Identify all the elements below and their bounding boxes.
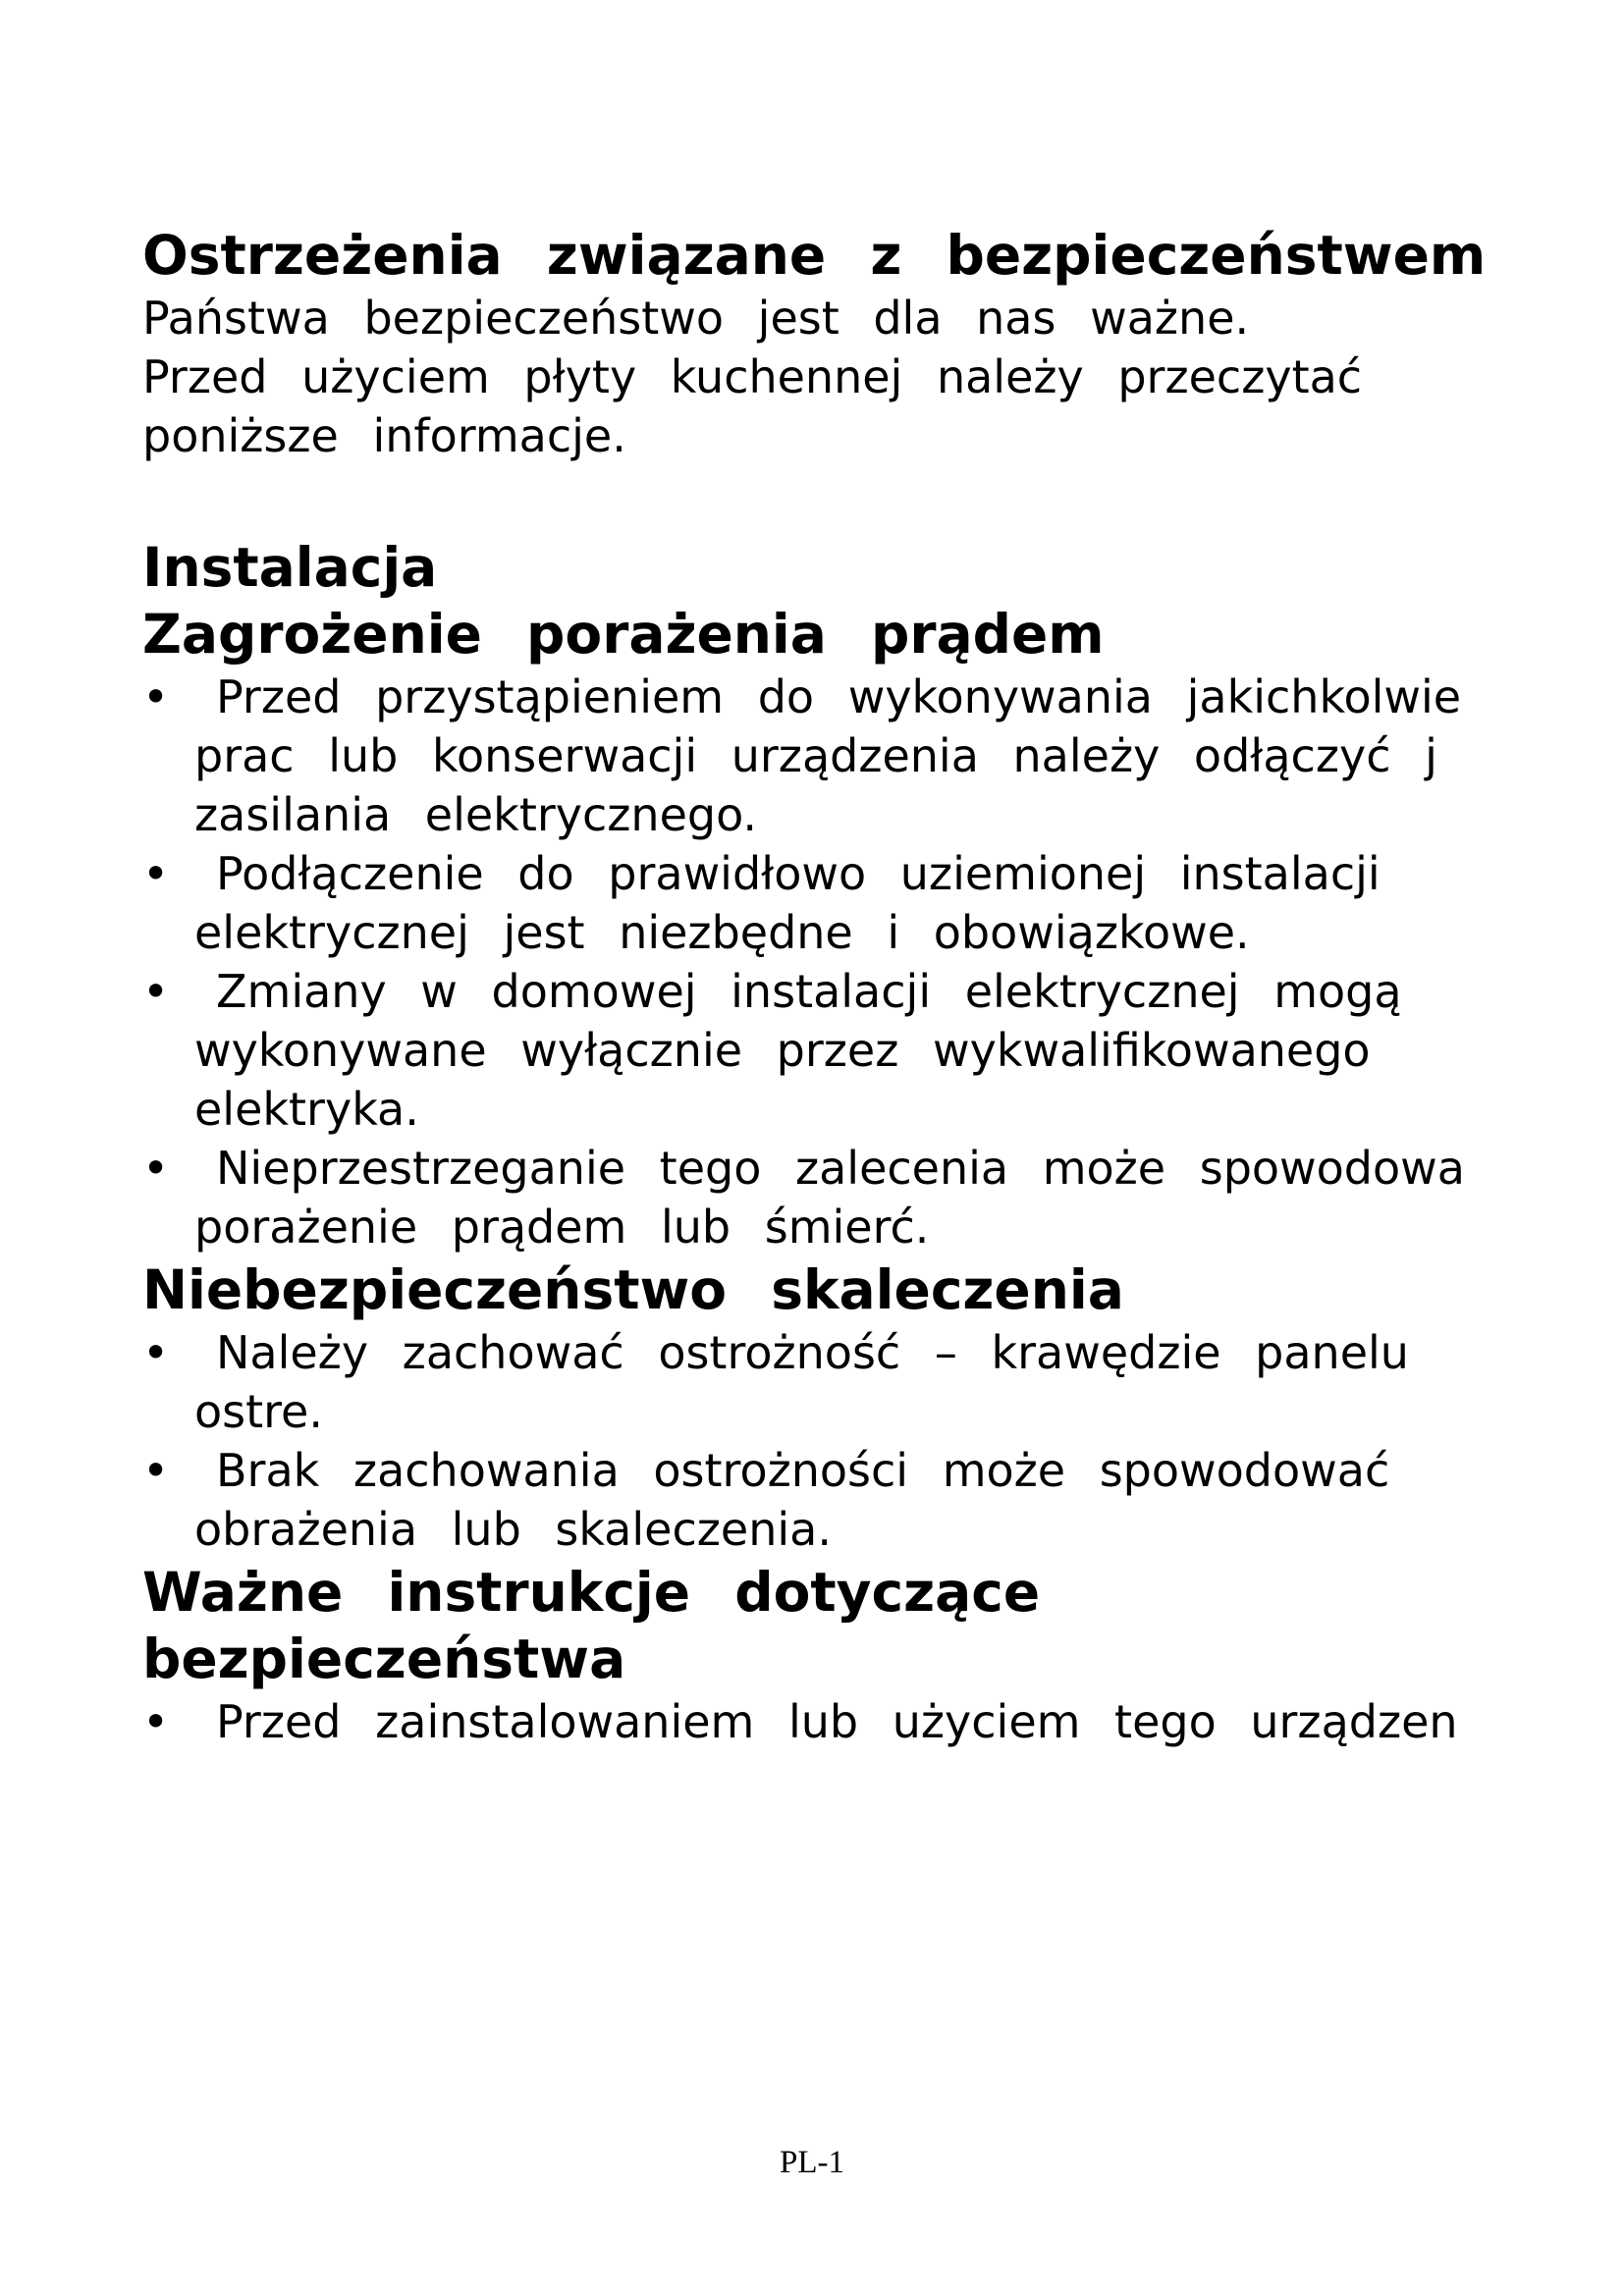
page-content — [142, 222, 1576, 1751]
list-item-line: Nieprzestrzeganie tego zalecenia może spowodowa — [216, 1142, 1465, 1195]
list-item — [142, 1139, 1576, 1256]
bullet-icon: • — [142, 847, 170, 900]
cut-hazard-heading: Niebezpieczeństwo skaleczenia — [142, 1258, 1124, 1321]
bullet-icon: • — [142, 1444, 170, 1497]
list-item-line: porażenie prądem lub śmierć. — [194, 1201, 930, 1254]
electric-shock-heading: Zagrożenie porażenia prądem — [142, 603, 1105, 666]
bullet-icon: • — [142, 965, 170, 1018]
bullet-icon: • — [142, 670, 170, 723]
important-instructions-heading-line-1: Ważne instrukcje dotyczące — [142, 1561, 1041, 1624]
list-item — [142, 1441, 1576, 1559]
list-item — [142, 1692, 1576, 1751]
list-item-line: Przed przystąpieniem do wykonywania jakichkolwie — [216, 670, 1462, 723]
section-spacer — [142, 465, 1576, 534]
list-item — [142, 1323, 1576, 1441]
bullet-icon: • — [142, 1326, 170, 1379]
installation-heading: Instalacja — [142, 536, 438, 599]
list-item-line: obrażenia lub skaleczenia. — [194, 1503, 832, 1556]
list-item — [142, 844, 1576, 962]
bullet-icon: • — [142, 1695, 170, 1748]
list-item-line: ostre. — [194, 1385, 323, 1438]
important-instructions-heading-line-2: bezpieczeństwa — [142, 1628, 626, 1690]
list-item-line: zasilania elektrycznego. — [194, 788, 758, 841]
important-instructions-list — [142, 1692, 1576, 1751]
list-item-line: Przed zainstalowaniem lub użyciem tego urządzen — [216, 1695, 1458, 1748]
bullet-icon: • — [142, 1142, 170, 1195]
list-item — [142, 962, 1576, 1139]
list-item — [142, 667, 1576, 844]
intro-line-3: poniższe informacje. — [142, 409, 626, 462]
cut-hazard-list — [142, 1323, 1576, 1559]
list-item-line: Podłączenie do prawidłowo uziemionej instalacji — [216, 847, 1380, 900]
intro-line-1: Państwa bezpieczeństwo jest dla nas ważne. — [142, 292, 1250, 345]
list-item-line: Zmiany w domowej instalacji elektrycznej mogą — [216, 965, 1402, 1018]
list-item-line: Należy zachować ostrożność – krawędzie panelu — [216, 1326, 1409, 1379]
electric-shock-list — [142, 667, 1576, 1256]
intro-line-2: Przed użyciem płyty kuchennej należy przeczytać — [142, 350, 1363, 403]
page-number: PL-1 — [780, 2145, 844, 2180]
list-item-line: elektryka. — [194, 1083, 419, 1136]
list-item-line: Brak zachowania ostrożności może spowodować — [216, 1444, 1390, 1497]
list-item-line: wykonywane wyłącznie przez wykwalifikowanego — [194, 1024, 1371, 1077]
list-item-line: elektrycznej jest niezbędne i obowiązkowe. — [194, 906, 1250, 959]
list-item-line: prac lub konserwacji urządzenia należy odłączyć j — [194, 729, 1437, 782]
document-title: Ostrzeżenia związane z bezpieczeństwem — [142, 224, 1487, 287]
